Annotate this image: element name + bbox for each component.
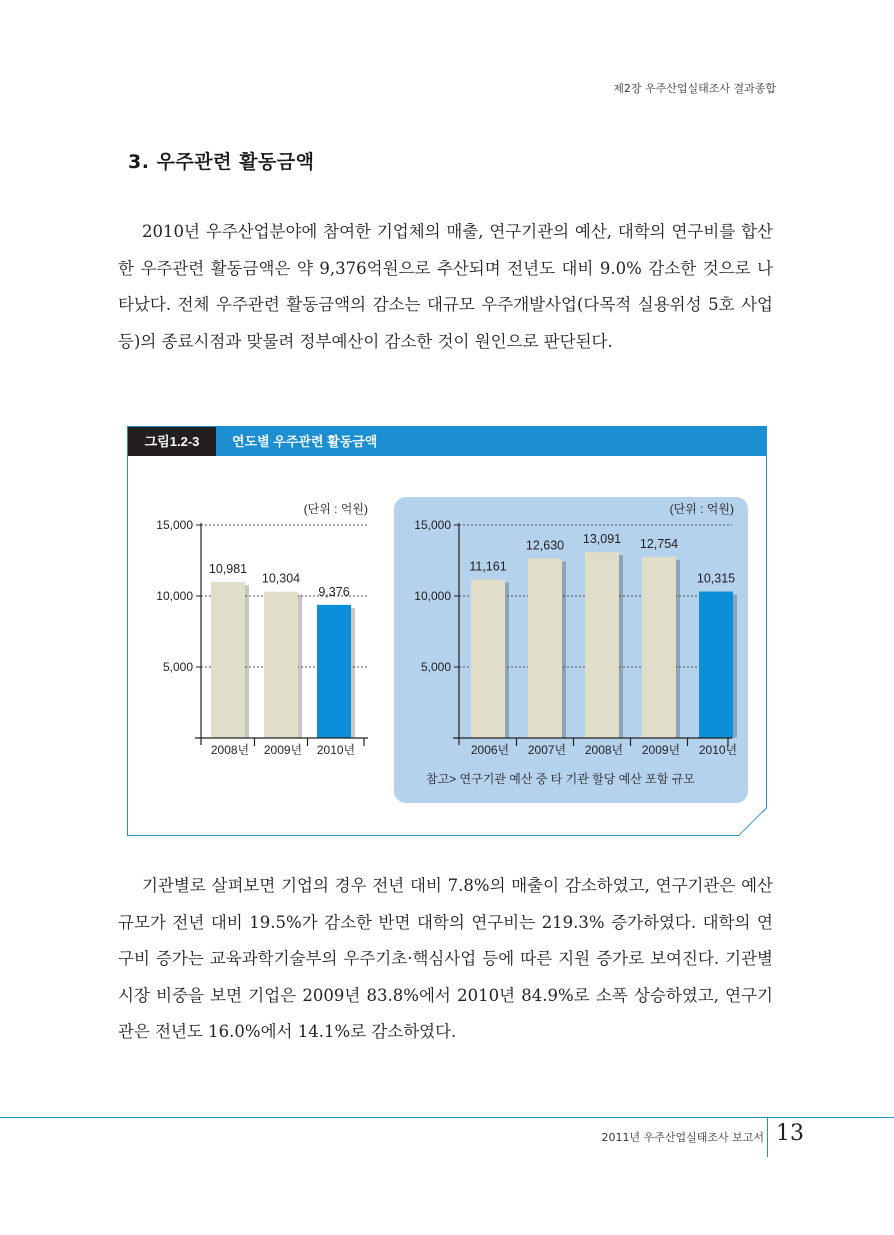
x-tick-label: 2009년 — [641, 743, 681, 757]
figure-number: 그림1.2-3 — [128, 427, 216, 456]
section-heading: 3. 우주관련 활동금액 — [128, 151, 315, 173]
bar — [528, 559, 562, 738]
unit-label: (단위 : 억원) — [303, 502, 368, 516]
y-tick-label: 5,000 — [420, 660, 451, 674]
bar — [264, 592, 298, 738]
bar-value-label: 10,304 — [261, 571, 301, 586]
running-header: 제2장 우주산업실태조사 결과종합 — [613, 82, 776, 95]
figure-box — [127, 426, 767, 836]
paragraph-2-text: 기관별로 살펴보면 기업의 경우 전년 대비 7.8%의 매출이 감소하였고, 연구기관은 예산규모가 전년 대비 19.5%가 감소한 반면 대학의 연구비는 219.3% 증가하였다. 대학의 연구비 증가는 교육과학기술부의 우주기초·핵심사업 등에 따른 지원 증가로 보여진다. 기관별 시장 비중을 보면 기업은 2009년 83.8%에서 2010년 84.9%로 소폭 상승하였고, 연구기관은 전년도 16.0%에서 14.1%로 감소하였다. — [118, 876, 773, 1041]
x-tick-label: 2009년 — [263, 743, 303, 757]
paragraph-2 — [118, 868, 773, 1051]
bar — [317, 605, 351, 738]
y-tick-label: 15,000 — [414, 518, 451, 532]
bar-value-label: 10,981 — [208, 562, 248, 577]
footer-rule — [0, 1117, 894, 1118]
figure-title: 연도별 우주관련 활동금액 — [216, 427, 766, 456]
x-tick-label: 2007년 — [527, 743, 567, 757]
bar-value-label: 13,091 — [582, 532, 622, 547]
bar — [585, 552, 619, 738]
x-tick-label: 2008년 — [210, 743, 250, 757]
paragraph-1-text: 2010년 우주산업분야에 참여한 기업체의 매출, 연구기관의 예산, 대학의 연구비를 합산한 우주관련 활동금액은 약 9,376억원으로 추산되며 전년도 대비 9.0% 감소한 것으로 나타났다. 전체 우주관련 활동금액의 감소는 대규모 우주개발사업(다목적 실용위성 5호 사업 등)의 종료시점과 맞물려 정부예산이 감소한 것이 원인으로 판단된다. — [118, 222, 773, 351]
bar-value-label: 11,161 — [469, 559, 507, 574]
x-tick-label: 2010년 — [316, 743, 356, 757]
figure-note: 참고> 연구기관 예산 중 타 기관 할당 예산 포함 규모 — [426, 772, 695, 786]
footer-report-title: 2011년 우주산업실태조사 보고서 — [601, 1131, 764, 1144]
bar-value-label: 10,315 — [696, 571, 736, 586]
y-tick-label: 10,000 — [156, 589, 193, 603]
bar-value-label: 9,376 — [318, 584, 350, 599]
figure-corner-line — [739, 808, 767, 836]
y-tick-label: 15,000 — [156, 518, 193, 532]
bar — [471, 580, 505, 738]
bar — [642, 557, 676, 738]
y-tick-label: 10,000 — [414, 589, 451, 603]
x-tick-label: 2008년 — [584, 743, 624, 757]
x-tick-label: 2010년 — [698, 743, 738, 757]
bar-value-label: 12,630 — [525, 538, 565, 553]
paragraph-1 — [118, 214, 773, 360]
bar-value-label: 12,754 — [639, 536, 679, 551]
bar — [211, 582, 245, 738]
y-tick-label: 5,000 — [162, 660, 193, 674]
footer-separator — [767, 1117, 768, 1157]
unit-label: (단위 : 억원) — [669, 502, 734, 516]
bar — [699, 592, 733, 738]
x-tick-label: 2006년 — [470, 743, 510, 757]
page-number: 13 — [776, 1121, 804, 1146]
